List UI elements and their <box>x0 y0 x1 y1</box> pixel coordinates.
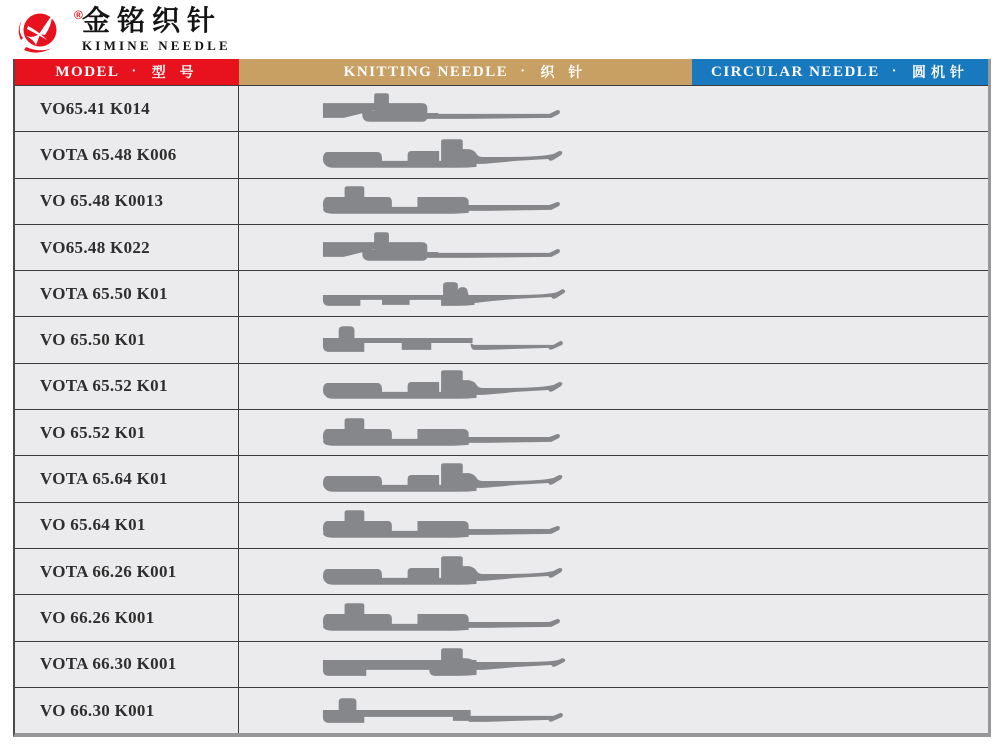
model-label: VO 65.52 K01 <box>40 422 146 442</box>
table-row <box>15 548 988 594</box>
table-header-row <box>15 59 988 85</box>
brand-name-english: KIMINE NEEDLE <box>82 38 231 53</box>
needle-cell <box>239 642 988 687</box>
needle-silhouette-image <box>319 461 575 497</box>
header-circular-cn: 圆机针 <box>911 64 969 80</box>
table-row <box>15 455 988 501</box>
needle-catalog-table <box>13 59 991 737</box>
needle-silhouette-image <box>319 600 575 636</box>
model-cell <box>15 179 239 224</box>
model-label: VOTA 65.50 K01 <box>40 283 168 303</box>
model-cell <box>15 364 239 409</box>
needle-cell <box>239 595 988 640</box>
needle-cell <box>239 549 988 594</box>
needle-cell <box>239 364 988 409</box>
model-label: VO 65.64 K01 <box>40 515 146 535</box>
column-header-model <box>15 59 239 85</box>
model-label: VOTA 66.26 K001 <box>40 561 177 581</box>
needle-cell <box>239 317 988 362</box>
needle-silhouette-image <box>319 415 575 451</box>
needle-cell <box>239 410 988 455</box>
table-row <box>15 178 988 224</box>
needle-cell <box>239 456 988 501</box>
header-separator: · <box>520 64 527 79</box>
table-row <box>15 224 988 270</box>
model-cell <box>15 688 239 733</box>
table-row <box>15 687 988 733</box>
needle-silhouette-image <box>319 183 575 219</box>
header-circular-en: CIRCULAR NEEDLE <box>711 63 880 80</box>
needle-cell <box>239 271 988 316</box>
model-cell <box>15 225 239 270</box>
header-model-en: MODEL <box>55 63 120 80</box>
model-label: VOTA 66.30 K001 <box>40 654 177 674</box>
model-label: VOTA 65.52 K01 <box>40 376 168 396</box>
brand-name-chinese: 金铭织针 <box>82 5 223 36</box>
needle-cell <box>239 179 988 224</box>
model-cell <box>15 503 239 548</box>
table-row <box>15 409 988 455</box>
registered-trademark: ® <box>74 8 83 22</box>
needle-silhouette-image <box>319 276 575 312</box>
needle-cell <box>239 132 988 177</box>
model-cell <box>15 549 239 594</box>
model-cell <box>15 271 239 316</box>
model-cell <box>15 595 239 640</box>
table-row <box>15 641 988 687</box>
model-label: VO65.41 K014 <box>40 98 150 118</box>
model-label: VO65.48 K022 <box>40 237 150 257</box>
model-label: VO 66.26 K001 <box>40 607 155 627</box>
needle-silhouette-image <box>319 368 575 404</box>
needle-silhouette-image <box>319 646 575 682</box>
table-row <box>15 85 988 131</box>
table-row <box>15 270 988 316</box>
model-cell <box>15 456 239 501</box>
logo-swirl-icon <box>12 6 66 58</box>
column-header-knitting-needle <box>239 59 692 85</box>
table-row <box>15 316 988 362</box>
header-model-cn: 型 号 <box>151 64 199 80</box>
model-cell <box>15 317 239 362</box>
needle-cell <box>239 86 988 131</box>
model-cell <box>15 642 239 687</box>
table-row <box>15 363 988 409</box>
table-row <box>15 502 988 548</box>
needle-cell <box>239 225 988 270</box>
model-label: VOTA 65.64 K01 <box>40 469 168 489</box>
header-separator: · <box>891 64 898 79</box>
model-cell <box>15 410 239 455</box>
model-label: VO 65.48 K0013 <box>40 191 164 211</box>
needle-silhouette-image <box>319 137 575 173</box>
needle-cell <box>239 688 988 733</box>
model-label: VO 65.50 K01 <box>40 330 146 350</box>
column-header-circular-needle <box>692 59 988 85</box>
needle-silhouette-image <box>319 693 575 729</box>
header-knitting-cn: 织 针 <box>540 64 588 80</box>
header-knitting-en: KNITTING NEEDLE <box>343 63 509 80</box>
model-cell <box>15 86 239 131</box>
table-row <box>15 131 988 177</box>
brand-header <box>12 6 231 58</box>
needle-silhouette-image <box>319 230 575 266</box>
needle-silhouette-image <box>319 507 575 543</box>
needle-cell <box>239 503 988 548</box>
header-separator: · <box>131 64 138 79</box>
needle-silhouette-image <box>319 91 575 127</box>
table-row <box>15 594 988 640</box>
model-label: VO 66.30 K001 <box>40 700 155 720</box>
model-label: VOTA 65.48 K006 <box>40 144 177 164</box>
brand-logo-icon <box>12 6 83 58</box>
needle-silhouette-image <box>319 554 575 590</box>
needle-silhouette-image <box>319 322 575 358</box>
table-body <box>15 85 988 733</box>
model-cell <box>15 132 239 177</box>
